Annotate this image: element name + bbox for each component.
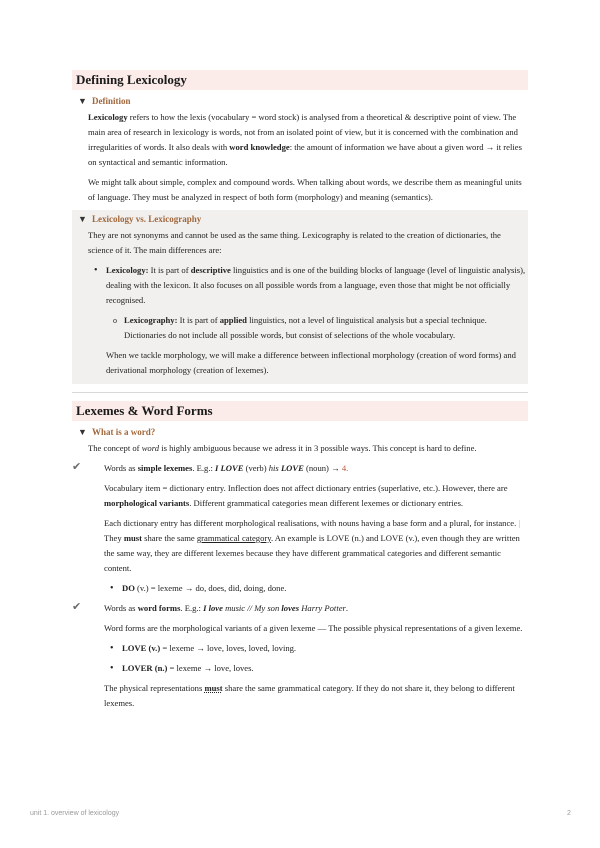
check-item-word-forms: ✔ Words as word forms. E.g.: I love music // My son loves Harry Potter.	[72, 601, 349, 613]
physical-representations-paragraph: The physical representations must share the same grammatical category. If they do not share it, they belong to different lexemes.	[104, 683, 515, 708]
toggle-what-is-a-word-label: What is a word?	[92, 427, 156, 437]
definition-paragraph-1: Lexicology refers to how the lexis (vocabulary = word stock) is analysed from a theoretical & descriptive point of view. The main area of research in lexicology is words, not from an isolated point of view, but it is concerned with the combination and irregularities of words. It also deals with word knowledge: the amount of information we have about a given word → it relies on syntactical and semantic information.	[88, 112, 522, 167]
triangle-down-icon[interactable]: ▼	[78, 214, 87, 224]
list-item-lover: • LOVER (n.) = lexeme → love, loves.	[122, 661, 528, 676]
lexicology-vs-lexicography-block	[72, 210, 528, 384]
heading-defining-lexicology: Defining Lexicology	[72, 70, 528, 90]
toggle-lexicology-vs-lexicography[interactable]	[78, 214, 528, 224]
toggle-lexvslex-label: Lexicology vs. Lexicography	[92, 214, 202, 224]
list-item-love: • LOVE (v.) = lexeme → love, loves, loved, loving.	[122, 641, 528, 656]
page-content	[72, 70, 528, 711]
toggle-what-is-a-word[interactable]	[78, 427, 528, 437]
definition-paragraph-2: We might talk about simple, complex and compound words. When talking about words, we describe them as meaningful units of language. They must be analyzed in respect of both form (morphology) and meaning (semantics).	[88, 177, 522, 202]
list-item-lexicography: o Lexicography: It is part of applied linguistics, not a level of linguistical analysis but a special technique. Dictionaries do not include all possible words, but consist of selections of the whole vocabulary.	[124, 313, 528, 343]
triangle-down-icon[interactable]: ▼	[78, 96, 87, 106]
word-forms-paragraph: Word forms are the morphological variants of a given lexeme — The possible physical representations of a given lexeme.	[104, 623, 523, 633]
check-item-simple-lexemes: ✔ Words as simple lexemes. E.g.: I LOVE (verb) his LOVE (noun) → 4.	[72, 461, 349, 473]
lexvslex-intro: They are not synonyms and cannot be used as the same thing. Lexicography is related to the creation of dictionaries, the science of it. The main differences are:	[88, 230, 501, 255]
definition-body	[72, 110, 528, 205]
list-item-lexicology: • Lexicology: It is part of descriptive linguistics and is one of the building blocks of language (level of linguistic analysis), dealing with the lexicon. It also focuses on all possible words from a language, even those that might be not officially recognised. o Lexicography: It is part of applied linguistics, not a level of linguistical analysis but a special technique. Dictionaries do not include all possible words, but consist of selections of the whole vocabulary.	[106, 263, 528, 343]
checkmark-icon: ✔	[72, 601, 82, 613]
footer-page-number: 2	[567, 810, 571, 817]
lexvslex-closing: When we tackle morphology, we will make a difference between inflectional morphology (creation of word forms) and derivational morphology (creation of lexemes).	[106, 350, 516, 375]
triangle-down-icon[interactable]: ▼	[78, 427, 87, 437]
what-is-a-word-body	[72, 441, 528, 711]
word-intro: The concept of word is highly ambiguous because we adress it in 3 possible ways. This concept is hard to define.	[88, 443, 477, 453]
dictionary-entry-paragraph: Each dictionary entry has different morphological realisations, with nouns having a base form and a plural, for instance. | They must share the same grammatical category. An example is LOVE (n.) and LOVE (v.), even though they are written the same way, they are different lexemes because they have different grammatical categories and different semantic content.	[104, 518, 521, 573]
list-item-do: • DO (v.) = lexeme → do, does, did, doing, done.	[122, 581, 528, 596]
toggle-definition[interactable]	[78, 96, 528, 106]
vocabulary-item-paragraph: Vocabulary item = dictionary entry. Inflection does not affect dictionary entries (superlative, etc.). However, there are morphological variants. Different grammatical categories mean different lexemes or dictionary entries.	[104, 483, 508, 508]
heading-lexemes-word-forms: Lexemes & Word Forms	[72, 401, 528, 421]
section-divider	[72, 392, 528, 393]
toggle-definition-label: Definition	[92, 96, 131, 106]
checkmark-icon: ✔	[72, 461, 82, 473]
footer-document-title: unit 1. overview of lexicology	[30, 810, 120, 817]
